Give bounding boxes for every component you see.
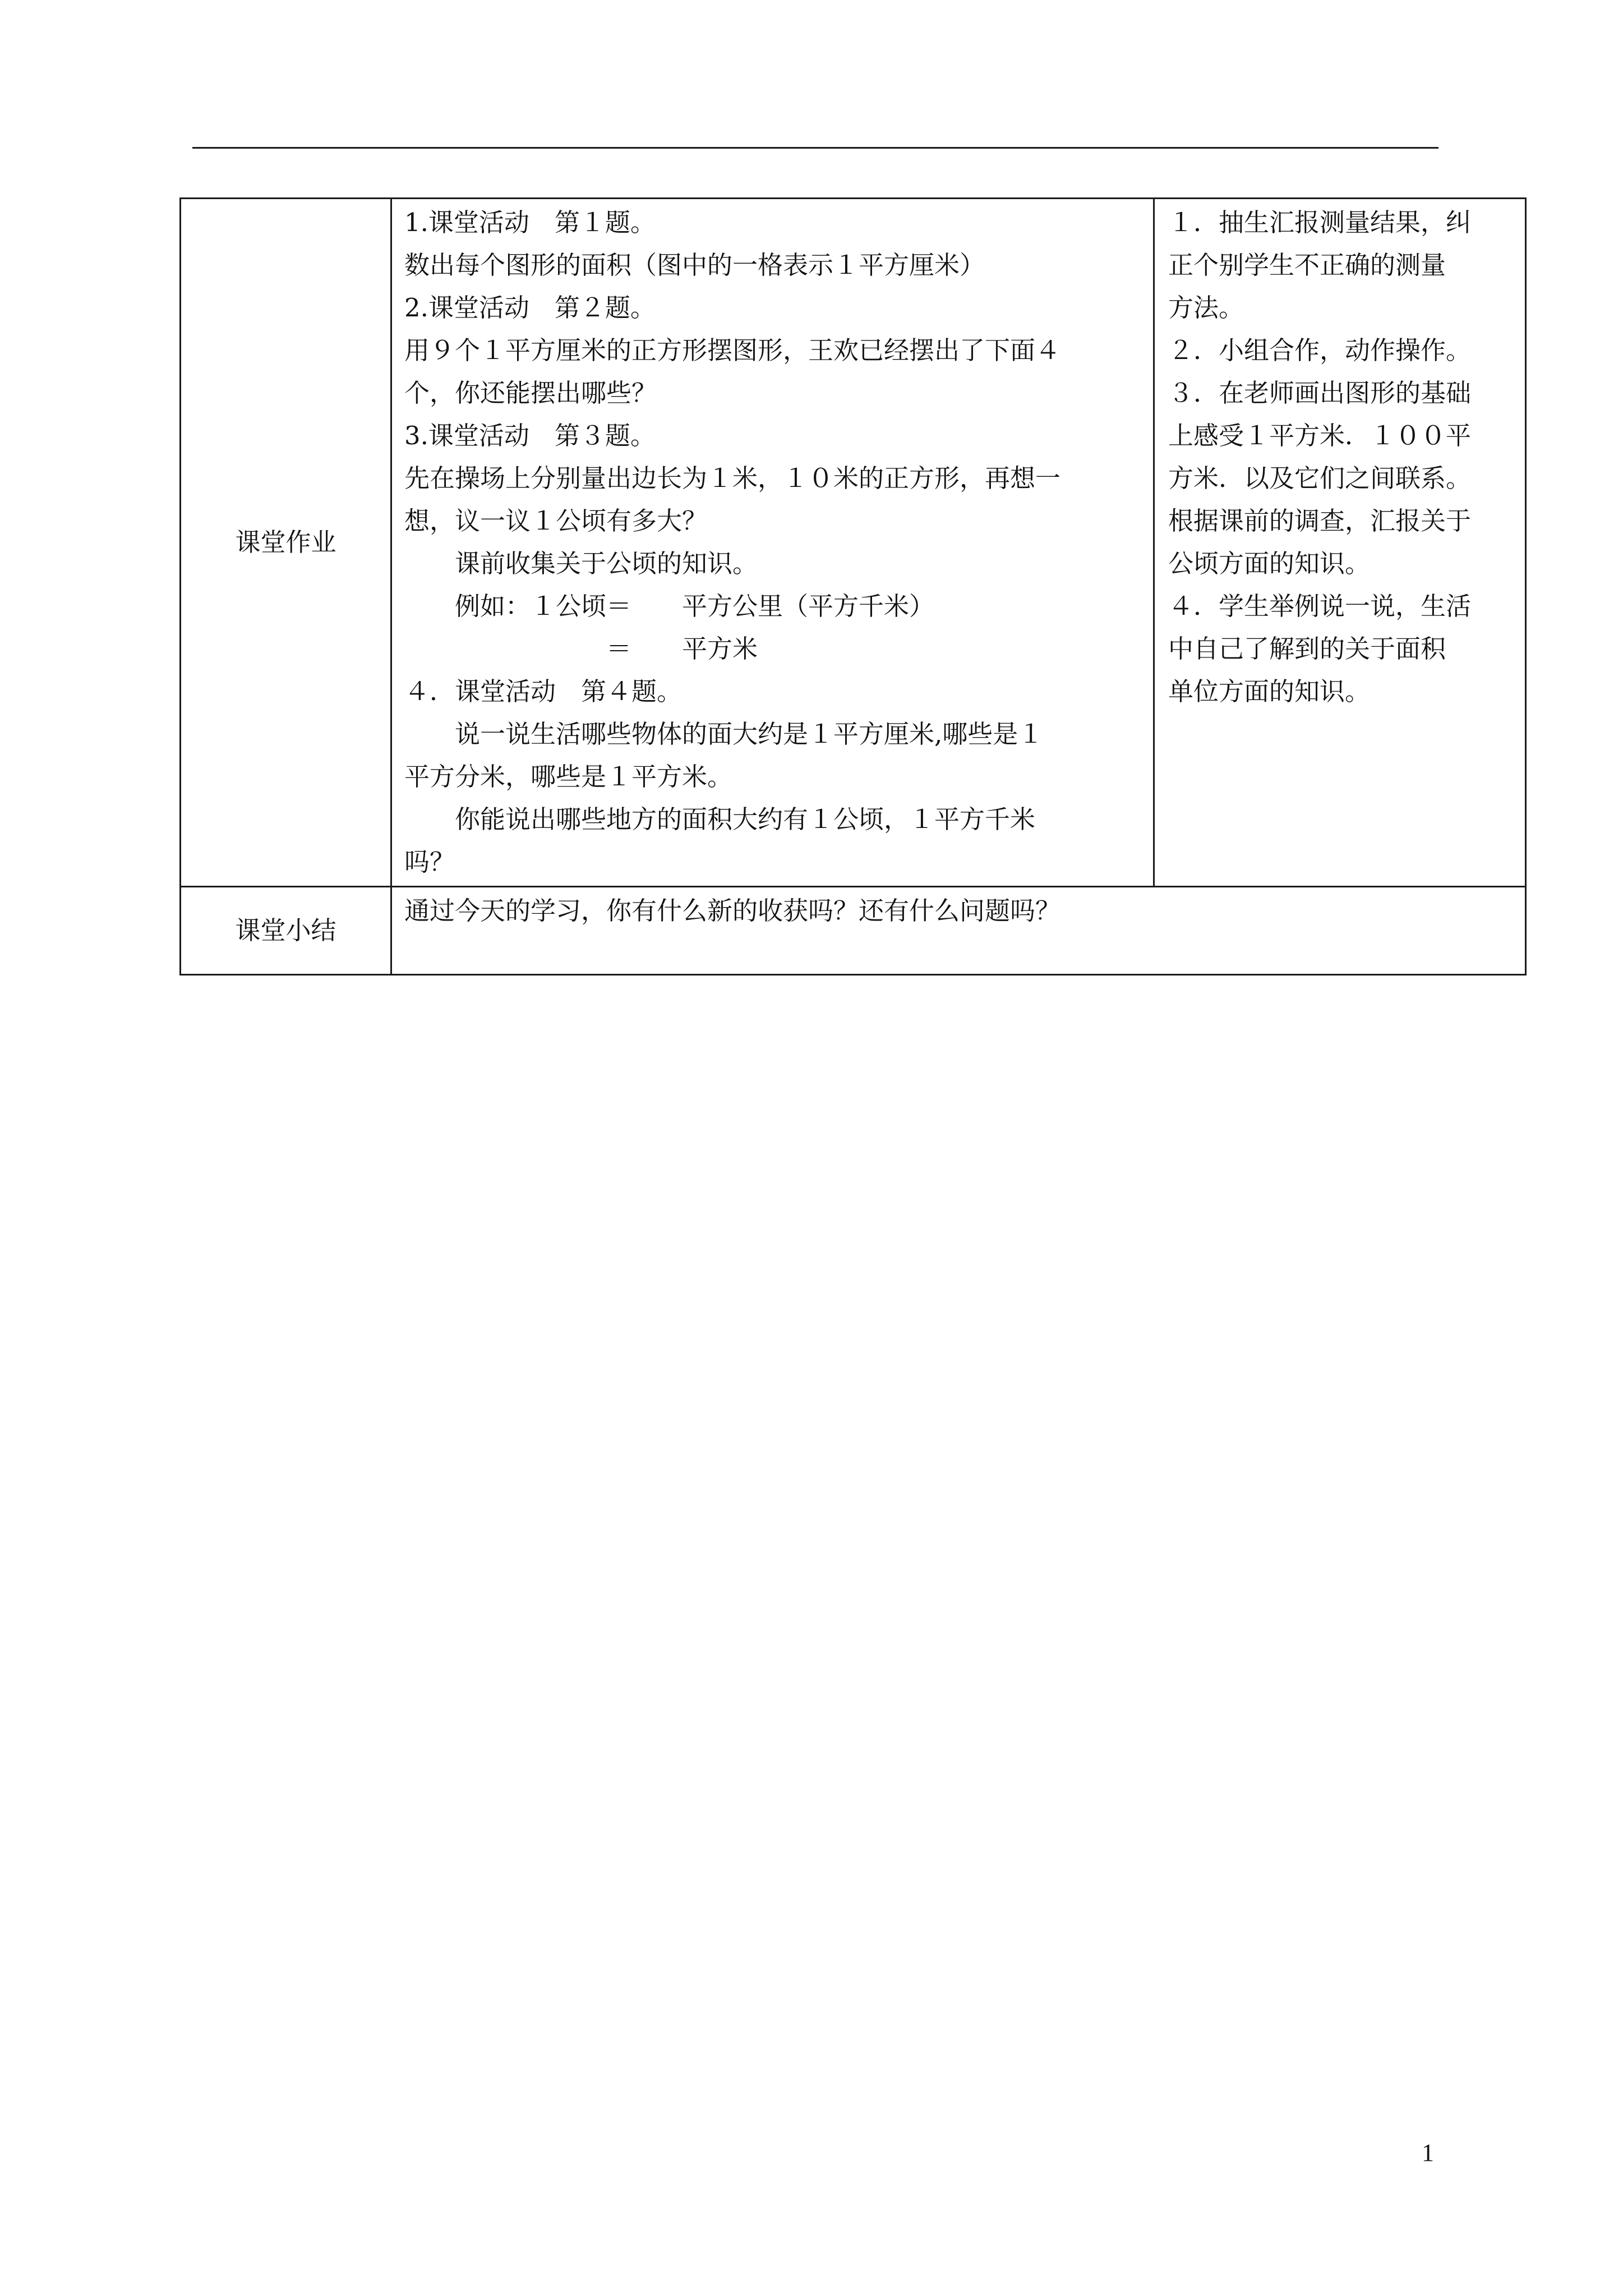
note-line: 中自己了解到的关于面积	[1168, 634, 1446, 664]
summary-label: 课堂小结	[181, 887, 391, 975]
content-line: 你能说出哪些地方的面积大约有１公顷，１平方千米	[404, 804, 1036, 834]
classwork-label: 课堂作业	[181, 199, 391, 887]
content-line: 数出每个图形的面积（图中的一格表示１平方厘米）	[404, 250, 985, 280]
classwork-notes	[1154, 199, 1526, 887]
note-line: 正个别学生不正确的测量	[1168, 250, 1446, 280]
classwork-content	[391, 199, 1154, 887]
content-line: 用９个１平方厘米的正方形摆图形，王欢已经摆出了下面４	[404, 335, 1061, 365]
content-line: 吗？	[404, 847, 455, 877]
classwork-row	[181, 199, 1526, 887]
page-number: 1	[1422, 2139, 1434, 2166]
note-line: 单位方面的知识。	[1168, 677, 1371, 706]
note-line: 公顷方面的知识。	[1168, 549, 1371, 578]
content-line: 课前收集关于公顷的知识。	[404, 549, 758, 578]
lesson-plan-table	[179, 197, 1527, 976]
header-rule	[192, 147, 1438, 149]
content-line: 3.课堂活动 第３题。	[404, 421, 656, 450]
note-line: ３．在老师画出图形的基础	[1168, 378, 1472, 408]
content-line: 想，议一议１公顷有多大？	[404, 506, 708, 536]
content-line: 先在操场上分别量出边长为１米，１０米的正方形，再想一	[404, 463, 1061, 493]
content-line: ４．课堂活动 第４题。	[404, 677, 683, 706]
content-line: 2.课堂活动 第２题。	[404, 293, 656, 323]
content-line: 说一说生活哪些物体的面大约是１平方厘米,哪些是１	[404, 719, 1044, 749]
note-line: 方米．以及它们之间联系。	[1168, 463, 1472, 493]
note-line: 上感受１平方米．１００平	[1168, 421, 1472, 450]
summary-row	[181, 887, 1526, 975]
content-line: 平方分米，哪些是１平方米。	[404, 762, 733, 792]
content-line: ＝ 平方米	[404, 634, 758, 664]
note-line: １．抽生汇报测量结果，纠	[1168, 208, 1472, 237]
summary-content: 通过今天的学习，你有什么新的收获吗？还有什么问题吗？	[391, 887, 1526, 975]
note-line: ２．小组合作，动作操作。	[1168, 335, 1472, 365]
content-line: 个，你还能摆出哪些？	[404, 378, 657, 408]
note-line: ４．学生举例说一说，生活	[1168, 591, 1472, 621]
content-line: 例如：１公顷＝ 平方公里（平方千米）	[404, 591, 935, 621]
content-line: 1.课堂活动 第１题。	[404, 208, 656, 237]
note-line: 方法。	[1168, 293, 1244, 323]
note-line: 根据课前的调查，汇报关于	[1168, 506, 1472, 536]
